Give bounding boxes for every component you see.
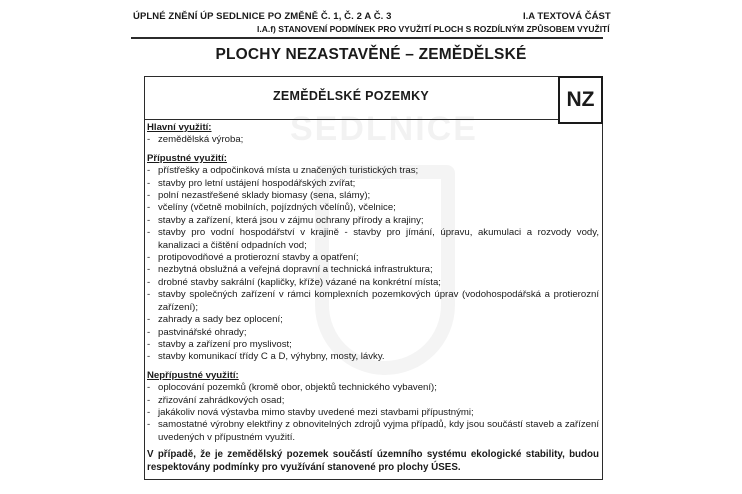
list-item: - zahrady a sady bez oplocení; <box>147 314 599 326</box>
list-item: - polní nezastřešené sklady biomasy (sena, slámy); <box>147 190 599 202</box>
header-document-title: ÚPLNÉ ZNĚNÍ ÚP SEDLNICE PO ZMĚNĚ Č. 1, Č. 2 A Č. 3 <box>133 11 392 22</box>
list-item: - stavby komunikací třídy C a D, výhybny, mosty, lávky. <box>147 351 599 363</box>
page-title: PLOCHY NEZASTAVĚNÉ – ZEMĚDĚLSKÉ <box>215 46 527 63</box>
list-item: - stavby pro letní ustájení hospodářských zvířat; <box>147 178 599 190</box>
category-title-cell <box>144 76 559 120</box>
list-item: - zřizování zahrádkových osad; <box>147 395 599 407</box>
uses-note: V případě, že je zemědělský pozemek součástí územního systému ekologické stability, budou respektovány podmínky pro využívání stanovené pro plochy ÚSES. <box>147 449 599 473</box>
list-item: - samostatné výrobny elektřiny z obnovitelných zdrojů vyjma případů, kdy jsou součástí staveb a zařízení uvedených v přípustném využití. <box>147 419 599 444</box>
header-section-label: I.A TEXTOVÁ ČÁST <box>523 11 611 22</box>
main-use-heading: Hlavní využití: <box>147 122 212 133</box>
category-title: ZEMĚDĚLSKÉ POZEMKY <box>272 89 430 103</box>
category-code-badge: NZ <box>558 76 603 124</box>
list-item: - přístřešky a odpočinková místa u značených turistických tras; <box>147 165 599 177</box>
main-use-list <box>147 134 599 146</box>
list-item: - stavby pro vodní hospodářství v krajině - stavby pro jímání, úpravu, akumulaci a rozvody vody, kanalizaci a čištění odpadních vod; <box>147 227 599 252</box>
list-item: - jakákoliv nová výstavba mimo stavby uvedené mezi stavbami přípustnými; <box>147 407 599 419</box>
allowed-use-list <box>147 165 599 364</box>
forbidden-use-heading: Nepřípustné využití: <box>147 369 239 381</box>
list-item: - nezbytná obslužná a veřejná dopravní a technická infrastruktura; <box>147 264 599 276</box>
list-item: - stavby společných zařízení v rámci komplexních pozemkových úprav (vodohospodářská a protierozní zařízení); <box>147 289 599 314</box>
list-item: - stavby a zařízení, která jsou v zájmu ochrany přírody a krajiny; <box>147 215 599 227</box>
forbidden-use-list <box>147 382 599 444</box>
regulation-text <box>147 122 599 474</box>
allowed-use-heading: Přípustné využití: <box>147 152 227 164</box>
list-item: - stavby a zařízení pro myslivost; <box>147 339 599 351</box>
list-item: - pastvinářské ohrady; <box>147 327 599 339</box>
list-item: - včelíny (včetně mobilních, pojízdných včelínů), včelnice; <box>147 202 599 214</box>
watermark-text: SEDLNICE <box>290 110 478 148</box>
list-item: - zemědělská výroba; <box>147 134 599 146</box>
list-item: - oplocování pozemků (kromě obor, objektů technického vybavení); <box>147 382 599 394</box>
header-rule <box>131 37 603 39</box>
header-subsection: I.A.f) STANOVENÍ PODMÍNEK PRO VYUŽITÍ PLOCH S ROZDÍLNÝM ZPŮSOBEM VYUŽITÍ <box>257 24 610 34</box>
list-item: - drobné stavby sakrální (kapličky, kříže) vázané na konkrétní místa; <box>147 277 599 289</box>
list-item: - protipovodňové a protierozní stavby a opatření; <box>147 252 599 264</box>
